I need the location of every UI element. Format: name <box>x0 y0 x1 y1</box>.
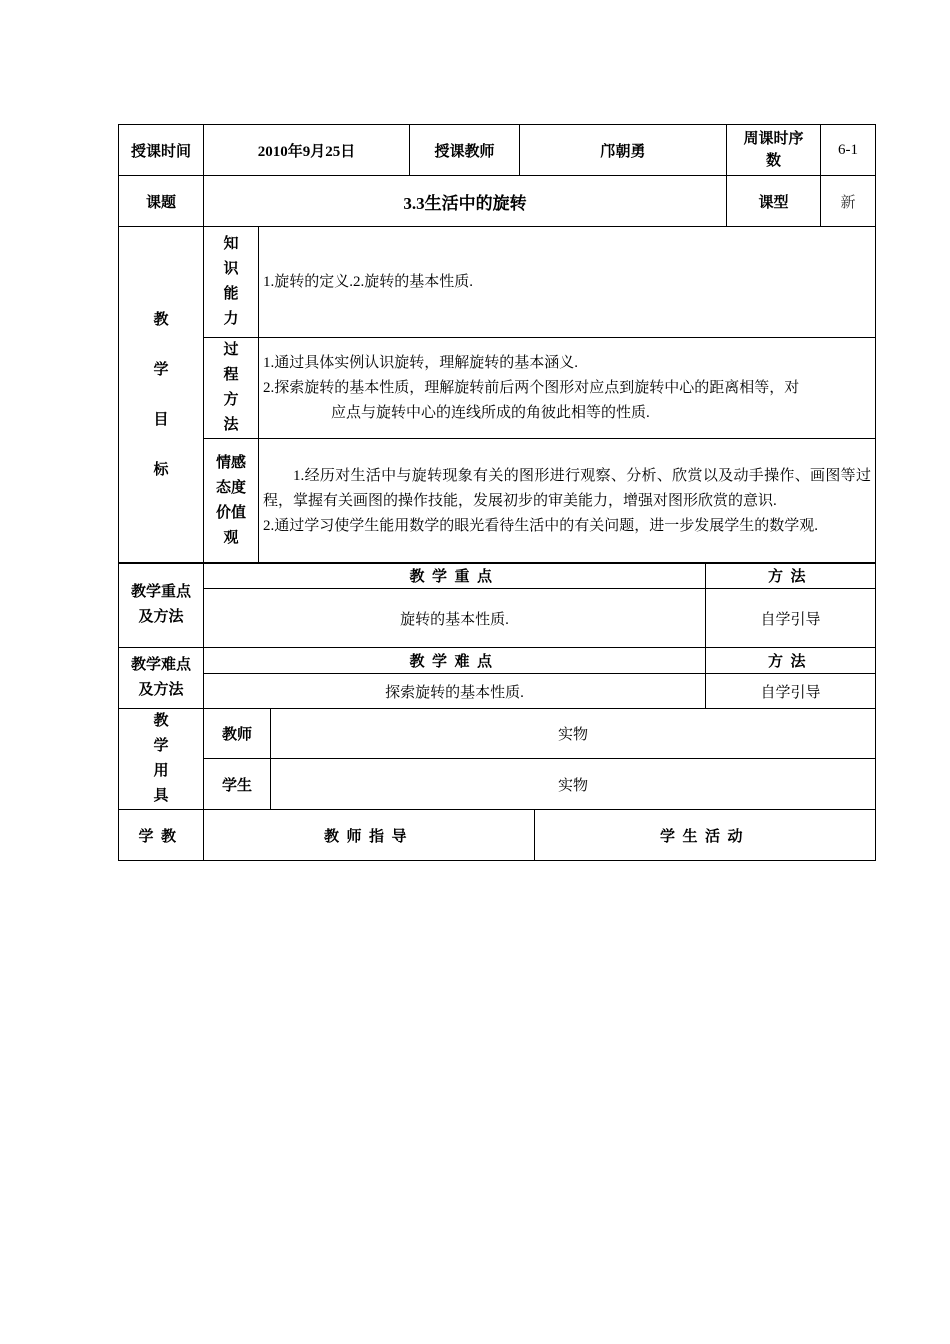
key-points-method: 自学引导 <box>706 589 876 648</box>
emotion-line-1: 1.经历对生活中与旋转现象有关的图形进行观察、分析、欣赏以及动手操作、画图等过程，掌握有关画图的操作技能，发展初步的审美能力，增强对图形欣赏的意识. <box>263 467 871 509</box>
key-points-method-header: 方法 <box>706 563 876 589</box>
difficulties-header-row <box>119 648 876 674</box>
objectives-table <box>118 226 876 564</box>
process-line-3: 应点与旋转中心的连线所成的角彼此相等的性质. <box>331 404 650 421</box>
difficulties-method-header: 方法 <box>706 648 876 674</box>
difficulties-content: 探索旋转的基本性质. <box>204 674 706 709</box>
process-label: 过程方法 <box>204 338 259 439</box>
knowledge-row <box>119 227 876 338</box>
difficulties-label-line-1: 教学难点 <box>130 657 191 673</box>
key-points-row <box>119 589 876 648</box>
footer-row <box>119 810 876 861</box>
course-type-label: 课型 <box>727 176 821 227</box>
points-table <box>118 562 876 709</box>
course-type-value: 新 <box>821 176 876 227</box>
key-points-label-line-1: 教学重点 <box>130 584 191 600</box>
tools-student-label: 学生 <box>204 759 271 810</box>
knowledge-label: 知识能力 <box>204 227 259 338</box>
topic-title: 3.3生活中的旋转 <box>204 176 727 227</box>
sequence-label: 周课时序数 <box>727 125 821 176</box>
difficulties-row <box>119 674 876 709</box>
topic-row <box>119 176 876 227</box>
difficulties-label-line-2: 及方法 <box>138 682 184 698</box>
key-points-content: 旋转的基本性质. <box>204 589 706 648</box>
teacher-guide-header: 教师指导 <box>204 810 535 861</box>
time-label: 授课时间 <box>119 125 204 176</box>
key-points-header-row <box>119 563 876 589</box>
sequence-value: 6-1 <box>821 125 876 176</box>
objectives-label: 教学目标 <box>119 227 204 564</box>
teacher-label: 授课教师 <box>410 125 520 176</box>
key-points-header: 教学重点 <box>204 563 706 589</box>
tools-teacher-row <box>119 709 876 759</box>
knowledge-line-1: 1.旋转的定义.2.旋转的基本性质. <box>263 273 474 290</box>
difficulties-label <box>119 648 204 709</box>
header-table <box>118 124 876 227</box>
tools-label: 教学用具 <box>119 709 204 810</box>
header-row <box>119 125 876 176</box>
process-line-2: 2.探索旋转的基本性质，理解旋转前后两个图形对应点到旋转中心的距离相等，对 <box>263 379 800 396</box>
process-content <box>259 338 876 439</box>
teacher-value: 邝朝勇 <box>520 125 727 176</box>
footer-table <box>118 809 876 861</box>
emotion-content <box>259 439 876 564</box>
tools-table <box>118 708 876 810</box>
tools-teacher-value: 实物 <box>271 709 876 759</box>
footer-label: 学教 <box>119 810 204 861</box>
tools-student-value: 实物 <box>271 759 876 810</box>
key-points-label <box>119 563 204 648</box>
emotion-label: 情感态度价值观 <box>204 439 259 564</box>
process-line-1: 1.通过具体实例认识旋转，理解旋转的基本涵义. <box>263 354 579 371</box>
time-value: 2010年9月25日 <box>204 125 410 176</box>
key-points-label-line-2: 及方法 <box>138 609 184 625</box>
emotion-row <box>119 439 876 564</box>
tools-student-row <box>119 759 876 810</box>
tools-teacher-label: 教师 <box>204 709 271 759</box>
knowledge-content <box>259 227 876 338</box>
difficulties-method: 自学引导 <box>706 674 876 709</box>
process-row <box>119 338 876 439</box>
difficulties-header: 教学难点 <box>204 648 706 674</box>
emotion-line-2: 2.通过学习使学生能用数学的眼光看待生活中的有关问题，进一步发展学生的数学观. <box>263 517 819 534</box>
topic-label: 课题 <box>119 176 204 227</box>
student-activity-header: 学生活动 <box>535 810 876 861</box>
